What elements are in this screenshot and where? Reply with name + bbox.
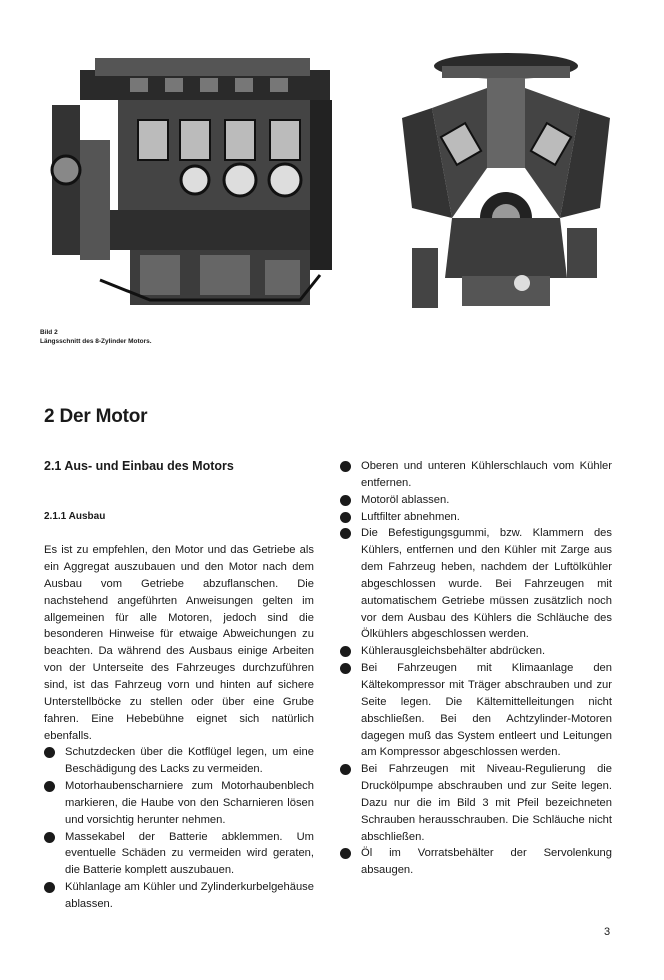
bullet-icon bbox=[44, 882, 55, 893]
chapter-title: 2 Der Motor bbox=[44, 406, 148, 427]
bullet-icon bbox=[44, 781, 55, 792]
bullet-icon bbox=[340, 764, 351, 775]
bullet-icon bbox=[44, 832, 55, 843]
figure-label: Bild 2 bbox=[40, 329, 58, 336]
left-column bbox=[44, 458, 314, 913]
list-item bbox=[340, 761, 612, 845]
intro-paragraph: Es ist zu empfehlen, den Motor und das Getriebe als ein Aggregat auszubauen und den Motor nach dem Ausbau vom Getriebe abzuflanschen. Die nachstehend angeführten Anweisungen gelten im allgemeinen für alle Motoren, jedoch sind die besonderen Hinweise für etwaige Abweichungen zu beachten. Da während des Ausbaus einige Arbeiten von der Unterseite des Fahrzeuges durchzuführen sind, ist das Fahrzeug vorn und hinten auf sichere Unterstellböcke zu stellen oder über eine Grube fahren. Eine Hebebühne eignet sich natürlich ebenfalls. bbox=[44, 544, 314, 742]
bullet-icon bbox=[340, 461, 351, 472]
bullet-icon bbox=[340, 646, 351, 657]
engine-longitudinal-section-illustration bbox=[40, 50, 340, 315]
list-item bbox=[340, 458, 612, 492]
list-item bbox=[44, 879, 314, 913]
list-item bbox=[340, 845, 612, 879]
figure-caption-text: Längsschnitt des 8-Zylinder Motors. bbox=[40, 338, 152, 345]
list-item-text: Bei Fahrzeugen mit Niveau-Regulierung die Druckölpumpe abschrauben und zur Seite legen. Dazu nur die im Bild 3 mit Pfeil bezeichneten Schrauben herausschrauben. Die Schläuche nicht abschließen. bbox=[361, 763, 612, 843]
list-item bbox=[340, 525, 612, 643]
engine-cross-section-illustration bbox=[392, 48, 620, 323]
list-item-text: Kühlanlage am Kühler und Zylinderkurbelgehäuse ablassen. bbox=[65, 881, 314, 910]
list-item bbox=[340, 492, 612, 509]
list-item bbox=[44, 744, 314, 778]
bullet-icon bbox=[340, 512, 351, 523]
list-item bbox=[340, 509, 612, 526]
page-number: 3 bbox=[604, 926, 611, 938]
list-item-text: Motorhaubenscharniere zum Motorhaubenblech markieren, die Haube von den Scharnieren lösen und vorsichtig herunter nehmen. bbox=[65, 780, 314, 826]
list-item-text: Massekabel der Batterie abklemmen. Um eventuelle Schäden zu vermeiden wird geraten, die Batterie komplett auszubauen. bbox=[65, 830, 314, 877]
list-item bbox=[340, 660, 612, 761]
bullet-icon bbox=[44, 747, 55, 758]
list-item-text: Kühlerausgleichsbehälter abdrücken. bbox=[361, 645, 546, 658]
bullet-icon bbox=[340, 528, 351, 539]
list-item bbox=[340, 643, 612, 660]
list-item-text: Motoröl ablassen. bbox=[361, 493, 450, 506]
list-item-text: Luftfilter abnehmen. bbox=[361, 510, 460, 523]
list-item-text: Die Befestigungsgummi, bzw. Klammern des Kühlers, entfernen und den Kühler mit Zarge aus dem Fahrzeug heben, nachdem der Luftölkühler abgeschlossen wurde. Bei Fahrzeugen mit automatischem Getriebe müssen zusätzlich noch vor dem Ausbau des Kühlers die Schläuche des Ölkühlers abgeschlossen werden. bbox=[361, 527, 612, 641]
subsection-heading: 2.1.1 Ausbau bbox=[44, 510, 106, 522]
bullet-icon bbox=[340, 848, 351, 859]
steps-list-right bbox=[340, 458, 612, 879]
bullet-icon bbox=[340, 663, 351, 674]
bullet-icon bbox=[340, 495, 351, 506]
list-item-text: Oberen und unteren Kühlerschlauch vom Kühler entfernen. bbox=[361, 460, 612, 489]
list-item-text: Bei Fahrzeugen mit Klimaanlage den Kältekompressor mit Träger abschrauben und zur Seite legen. Die Kältemittelleitungen nicht abschließen. Bei den Achtzylinder-Motoren dagegen muß das System entleert und Leitungen am Kompressor abgeschlossen werden. bbox=[361, 662, 612, 759]
figure-caption bbox=[40, 328, 152, 346]
list-item bbox=[44, 778, 314, 829]
list-item-text: Schutzdecken über die Kotflügel legen, um eine Beschädigung des Lacks zu vermeiden. bbox=[65, 746, 314, 776]
list-item bbox=[44, 829, 314, 880]
steps-list-left bbox=[44, 744, 314, 912]
right-column bbox=[340, 458, 612, 879]
list-item-text: Öl im Vorratsbehälter der Servolenkung absaugen. bbox=[361, 847, 612, 877]
section-heading: 2.1 Aus- und Einbau des Motors bbox=[44, 459, 234, 473]
